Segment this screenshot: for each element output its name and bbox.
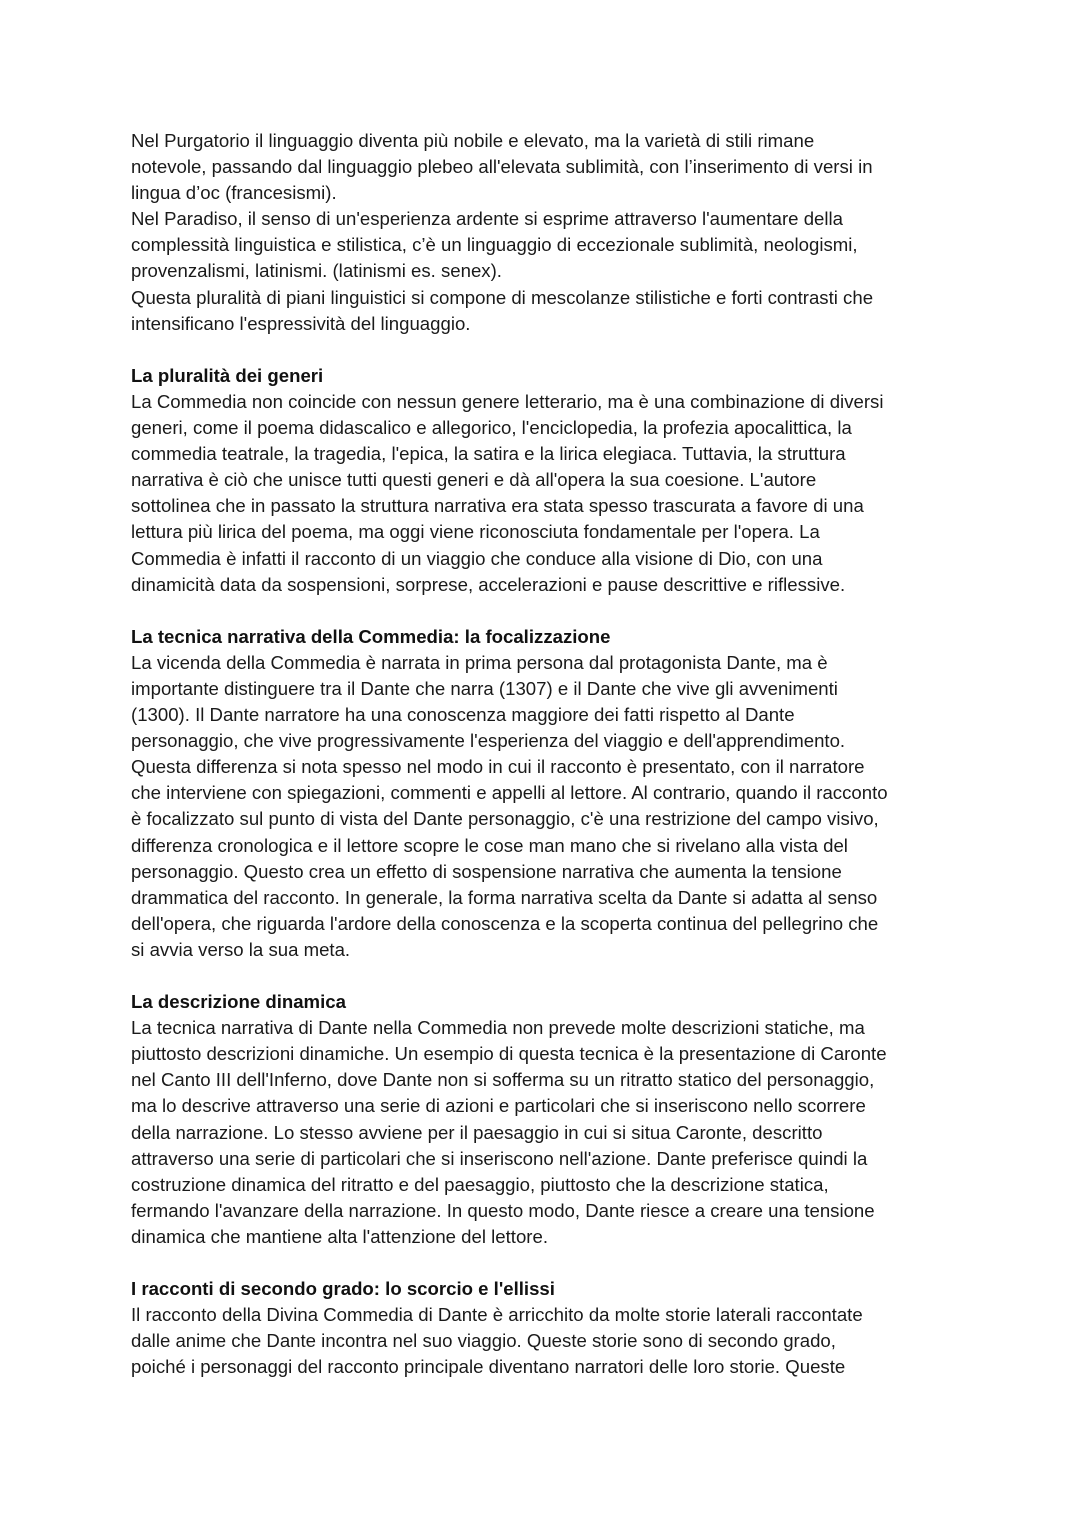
- section-heading: La tecnica narrativa della Commedia: la focalizzazione: [131, 625, 611, 647]
- section-heading: La pluralità dei generi: [131, 364, 324, 386]
- document-page: [131, 128, 951, 1381]
- paragraph-paradiso: Nel Paradiso, il senso di un'esperienza ardente si esprime attraverso l'aumentare della complessità linguistica e stilistica, c’è un linguaggio di eccezionale sublimità, neologismi, provenzalismi, latinismi. (latinismi es. senex).: [131, 208, 858, 282]
- intro-block: [131, 128, 951, 337]
- section-racconti-secondo-grado: [131, 1276, 951, 1380]
- section-pluralita-generi: [131, 363, 951, 598]
- section-focalizzazione: [131, 624, 951, 963]
- section-body: Il racconto della Divina Commedia di Dante è arricchito da molte storie laterali raccontate dalle anime che Dante incontra nel suo viaggio. Queste storie sono di secondo grado, poiché i personaggi del racconto principale diventano narratori delle loro storie. Queste: [131, 1304, 863, 1378]
- section-body: La tecnica narrativa di Dante nella Commedia non prevede molte descrizioni statiche, ma piuttosto descrizioni dinamiche. Un esempio di questa tecnica è la presentazione di Caronte nel Canto III dell'Inferno, dove Dante non si sofferma su un ritratto statico del personaggio, ma lo descrive attraverso una serie di azioni e particolari che si inseriscono nello scorrere della narrazione. Lo stesso avviene per il paesaggio in cui si situa Caronte, descritto attraverso una serie di particolari che si inseriscono nell'azione. Dante preferisce quindi la costruzione dinamica del ritratto e del paesaggio, piuttosto che la descrizione statica, fermando l'avanzare della narrazione. In questo modo, Dante riesce a creare una tensione dinamica che mantiene alta l'attenzione del lettore.: [131, 1017, 887, 1247]
- section-body: La vicenda della Commedia è narrata in prima persona dal protagonista Dante, ma è importante distinguere tra il Dante che narra (1307) e il Dante che vive gli avvenimenti (1300). Il Dante narratore ha una conoscenza maggiore dei fatti rispetto al Dante personaggio, che vive progressivamente l'esperienza del viaggio e dell'apprendimento. Questa differenza si nota spesso nel modo in cui il racconto è presentato, con il narratore che interviene con spiegazioni, commenti e appelli al lettore. Al contrario, quando il racconto è focalizzato sul punto di vista del Dante personaggio, c'è una restrizione del campo visivo, differenza cronologica e il lettore scopre le cose man mano che si rivelano alla vista del personaggio. Questo crea un effetto di sospensione narrativa che aumenta la tensione drammatica del racconto. In generale, la forma narrativa scelta da Dante si adatta al senso dell'opera, che riguarda l'ardore della conoscenza e la scoperta continua del pellegrino che si avvia verso la sua meta.: [131, 651, 888, 960]
- section-heading: I racconti di secondo grado: lo scorcio e l'ellissi: [131, 1278, 555, 1300]
- paragraph-pluralita-piani: Questa pluralità di piani linguistici si compone di mescolanze stilistiche e forti contrasti che intensificano l'espressività del linguaggio.: [131, 286, 874, 334]
- section-body: La Commedia non coincide con nessun genere letterario, ma è una combinazione di diversi generi, come il poema didascalico e allegorico, l'enciclopedia, la profezia apocalittica, la commedia teatrale, la tragedia, l'epica, la satira e la lirica elegiaca. Tuttavia, la struttura narrativa è ciò che unisce tutti questi generi e dà all'opera la sua coesione. L'autore sottolinea che in passato la struttura narrativa era stata spesso trascurata a favore di una lettura più lirica del poema, ma oggi viene riconosciuta fondamentale per l'opera. La Commedia è infatti il racconto di un viaggio che conduce alla visione di Dio, con una dinamicità data da sospensioni, sorprese, accelerazioni e pause descrittive e riflessive.: [131, 390, 884, 595]
- paragraph-purgatorio: Nel Purgatorio il linguaggio diventa più nobile e elevato, ma la varietà di stili rimane notevole, passando dal linguaggio plebeo all'elevata sublimità, con l’inserimento di versi in lingua d’oc (francesismi).: [131, 130, 873, 204]
- section-heading: La descrizione dinamica: [131, 991, 346, 1013]
- section-descrizione-dinamica: [131, 989, 951, 1250]
